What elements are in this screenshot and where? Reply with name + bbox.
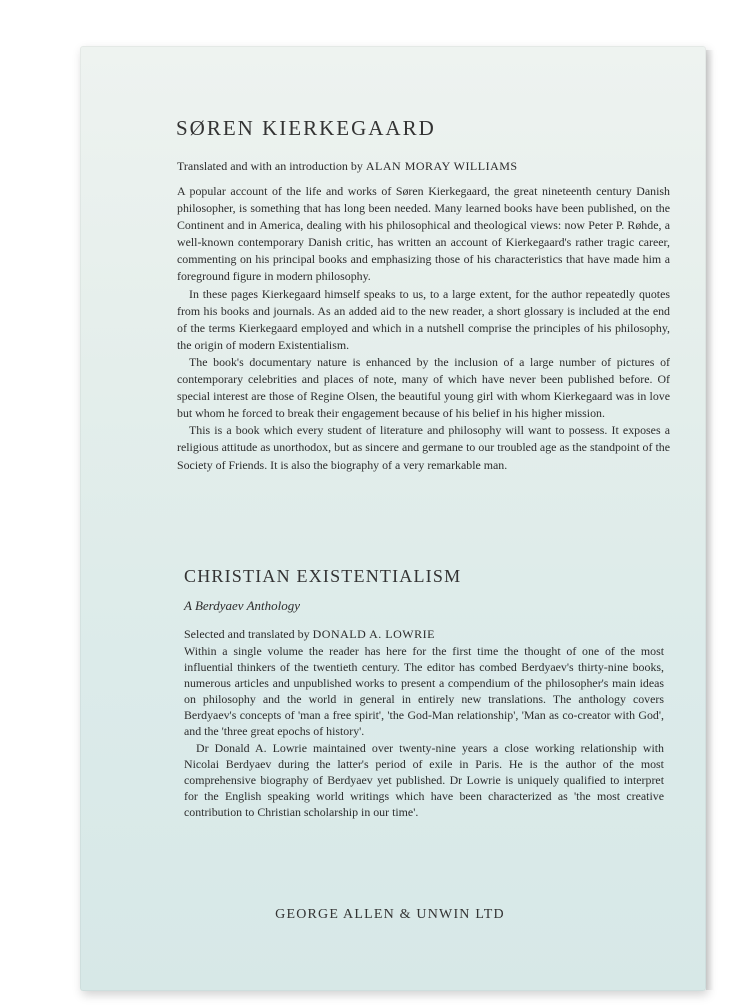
cover-edge-shadow [706, 50, 714, 990]
book2-title: CHRISTIAN EXISTENTIALISM [184, 566, 462, 586]
book2-selected-prefix: Selected and translated by [184, 627, 310, 641]
book1-paragraph: In these pages Kierkegaard himself speaks to us, to a large extent, for the author repeatedly quotes from his books and journals. As an added aid to the new reader, a short glossary is included at the end of the terms Kierkegaard employed and which in a nutshell comprise the principles of his philosophy, the origin of modern Existentialism. [177, 286, 670, 352]
book1-title: SØREN KIERKEGAARD [176, 116, 436, 140]
book1-translator: ALAN MORAY WILLIAMS [365, 159, 518, 173]
book2-description [184, 643, 664, 820]
book1-paragraph: The book's documentary nature is enhanced by the inclusion of a large number of pictures of contemporary celebrities and places of note, many of which have never been published before. Of special interest are those of Regine Olsen, the beautiful young girl with whom Kierkegaard was in love but whom he forced to break their engagement because of his belief in his higher mission. [177, 354, 670, 421]
book1-description [177, 183, 670, 474]
book2-paragraph: Within a single volume the reader has here for the first time the thought of one of the most influential thinkers of the twentieth century. The editor has combed Berdyaev's thirty-nine books, numerous articles and unpublished works to present a compendium of the philosopher's main ideas on philosophy and the world in general in entirely new translations. The anthology covers Berdyaev's concepts of 'man a free spirit', 'the God-Man relationship', 'Man as co-creator with God', and the 'three great epochs of history'. [184, 644, 664, 739]
publisher-imprint [0, 907, 756, 923]
publisher-name: GEORGE ALLEN & UNWIN LTD [275, 907, 505, 922]
book2-translator: DONALD A. LOWRIE [312, 627, 435, 641]
book2-translator-line [184, 627, 435, 642]
book1-paragraph: This is a book which every student of literature and philosophy will want to possess. It exposes a religious attitude as unorthodox, but as sincere and germane to our troubled age as the standpoint of the Society of Friends. It is also the biography of a very remarkable man. [177, 423, 670, 472]
book1-translator-line [177, 159, 518, 174]
book2-subtitle: A Berdyaev Anthology [184, 598, 301, 613]
book1-paragraph: A popular account of the life and works of Søren Kierkegaard, the great nineteenth century Danish philosopher, is something that has long been needed. Many learned books have been published, on the Continent and in America, dealing with his philosophical and theological views: now Peter P. Røhde, a well-known contemporary Danish critic, has written an account of Kierkegaard's rather tragic career, commenting on his principal books and emphasizing those of his characteristics that have made him a foreground figure in modern philosophy. [177, 184, 670, 284]
book1-translated-prefix: Translated and with an introduction by [177, 159, 363, 173]
book2-paragraph: Dr Donald A. Lowrie maintained over twenty-nine years a close working relationship with Nicolai Berdyaev during the latter's period of exile in Paris. He is the author of the most comprehensive biography of Berdyaev yet published. Dr Lowrie is uniquely qualified to interpret for the English speaking world writings which have been characterized as 'the most creative contribution to Christian scholarship in our time'. [184, 740, 664, 819]
